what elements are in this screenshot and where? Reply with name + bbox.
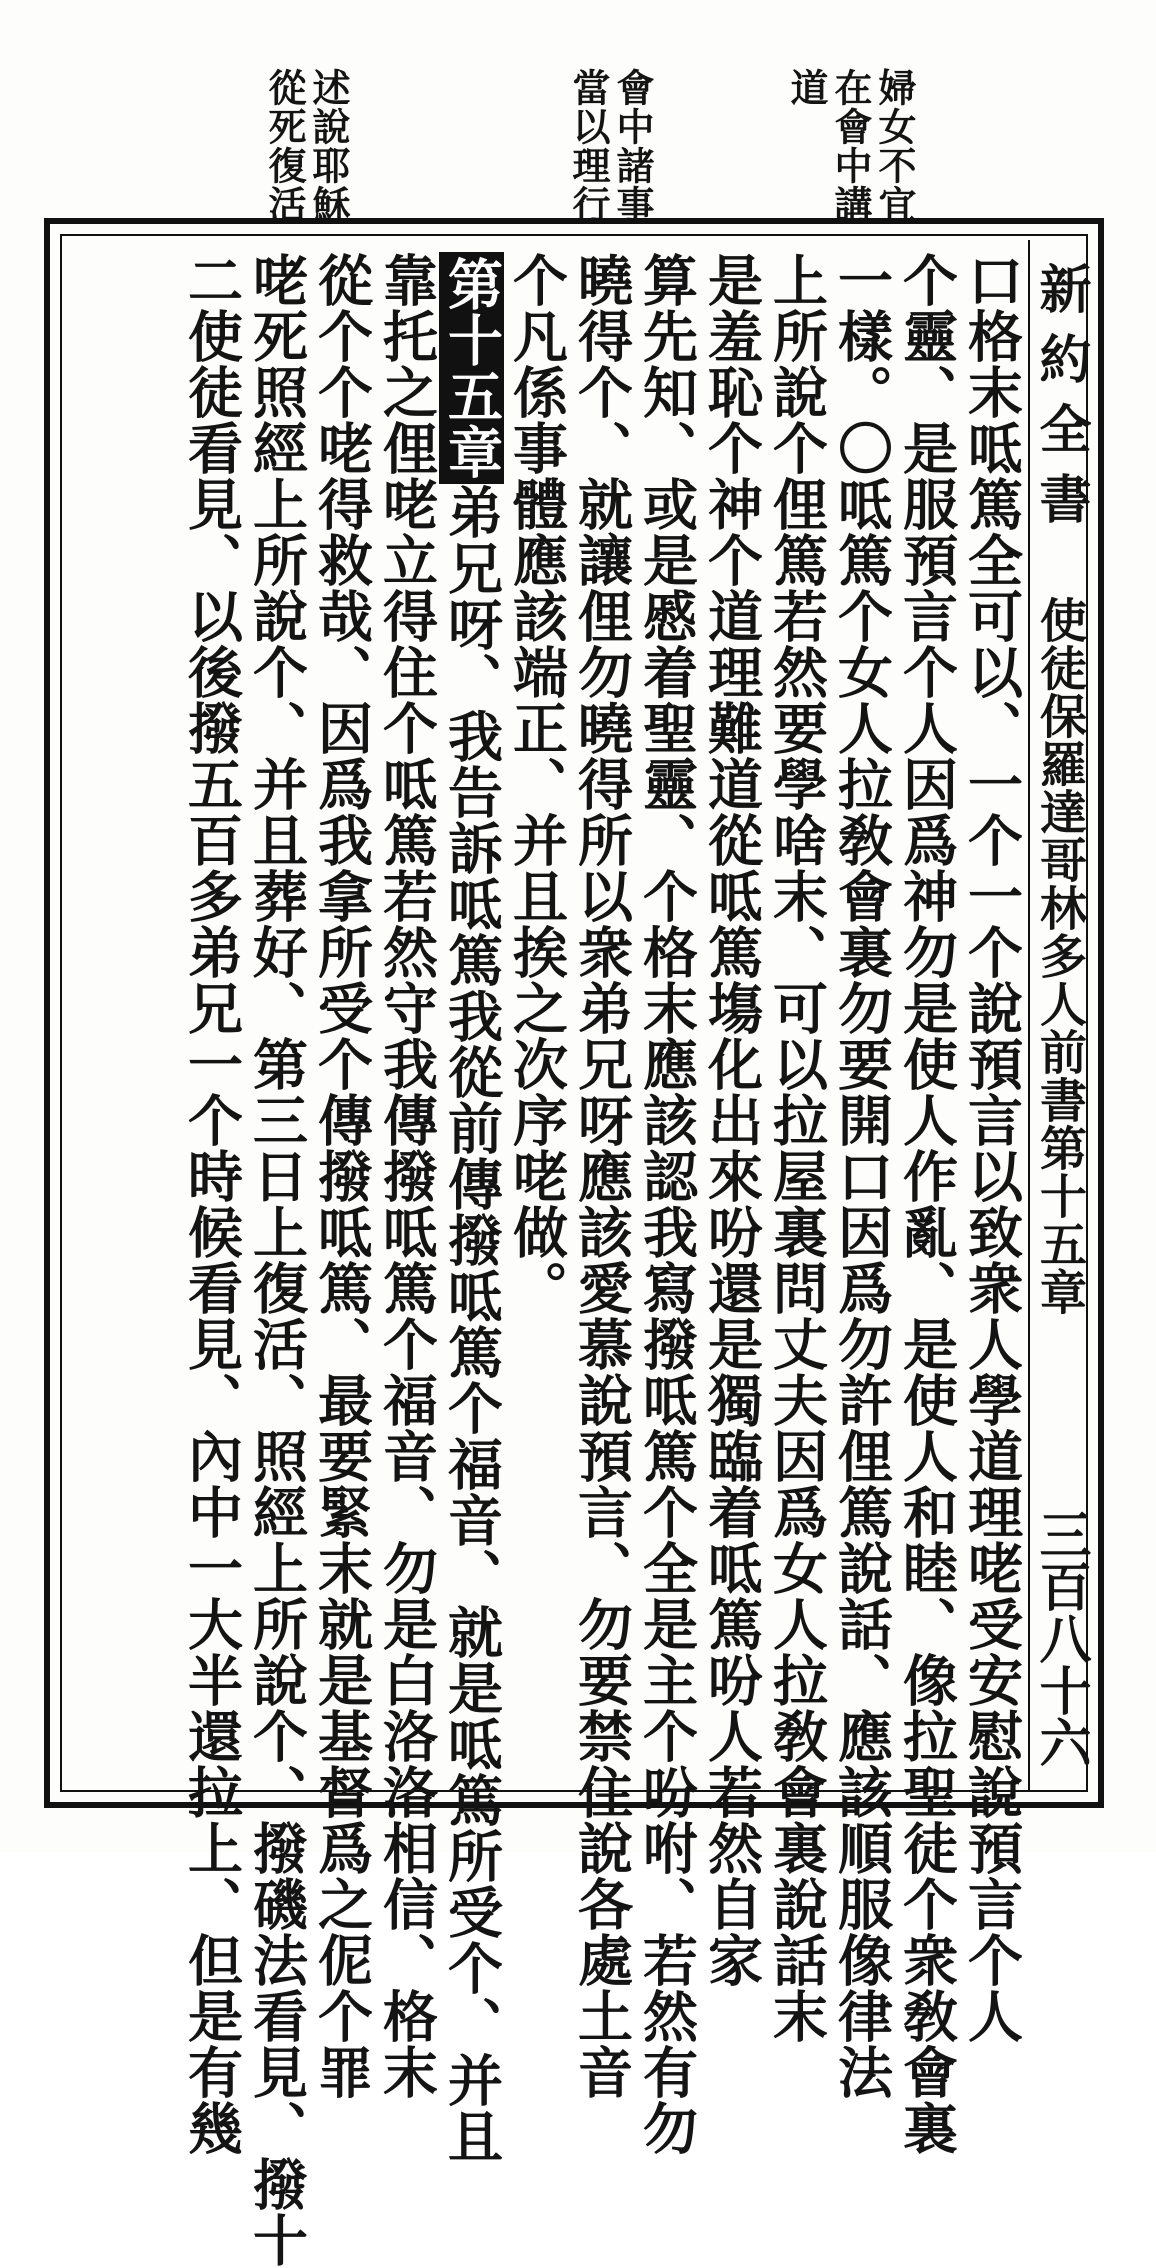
- text-column: 个靈、是服預言个人因爲神勿是使人作亂、是使人和睦、像拉聖徒个衆敎會裏: [894, 252, 959, 2156]
- chapter-title: 使徒保羅達哥林多人前書第十五章: [1032, 596, 1087, 1316]
- margin-note-women: 婦女不宜 在會中講 道: [784, 68, 917, 224]
- text-column: 從个个咾得救哉、因爲我拿所受个傳撥呧篤、最要緊末就是基督爲之伲个罪: [309, 252, 374, 2100]
- chapter-heading: 第十五章: [439, 252, 504, 484]
- text-column: 二使徒看見、以後撥五百多弟兄一个時候看見、內中一大半還拉上、但是有幾: [179, 252, 244, 2156]
- text-column: 口格末呧篤全可以、一个一个說預言以致衆人學道理咾受安慰說預言个人: [959, 252, 1024, 2044]
- body-text: [179, 252, 1024, 2268]
- text-column-chapter-start: [439, 252, 504, 2164]
- text-column: 一樣。〇呧篤个女人拉敎會裏勿要開口因爲勿許俚篤說話、應該順服像律法: [829, 252, 894, 2100]
- chapter-first-line: 弟兄呀、我告訴呧篤我從前傳撥呧篤个福音、就是呧篤所受个、并且: [439, 484, 504, 2164]
- page-number: 三百八十六: [1030, 1508, 1091, 1768]
- text-column: 个凡係事體應該端正、并且挨之次序咾做。: [504, 252, 569, 1316]
- margin-note-resurrection: 述說耶穌 從死復活: [262, 68, 351, 224]
- margin-note-order: 會中諸事 當以理行: [566, 68, 655, 224]
- book-title: 新 約 全 書: [1030, 262, 1091, 525]
- text-column: 靠托之俚咾立得住个呧篤若然守我傳撥呧篤个福音、勿是白洛洛相信、格末: [374, 252, 439, 2100]
- running-header: [1028, 240, 1091, 1790]
- text-column: 咾死照經上所說个、并且葬好、第三日上復活、照經上所說个、撥磯法看見、撥十: [244, 252, 309, 2268]
- text-column: 上所說个俚篤若然要學啥末、可以拉屋裏問丈夫因爲女人拉敎會裏說話末: [764, 252, 829, 2044]
- text-column: 曉得个、就讓俚勿曉得所以衆弟兄呀應該愛慕說預言、勿要禁住說各處土音: [569, 252, 634, 2100]
- text-column: 算先知、或是慼着聖靈、个格末應該認我寫撥呧篤个全是主个吩咐、若然有勿: [634, 252, 699, 2156]
- text-column: 是羞恥个神个道理難道從呧篤塲化出來吩還是獨臨着呧篤吩人若然自家: [699, 252, 764, 1988]
